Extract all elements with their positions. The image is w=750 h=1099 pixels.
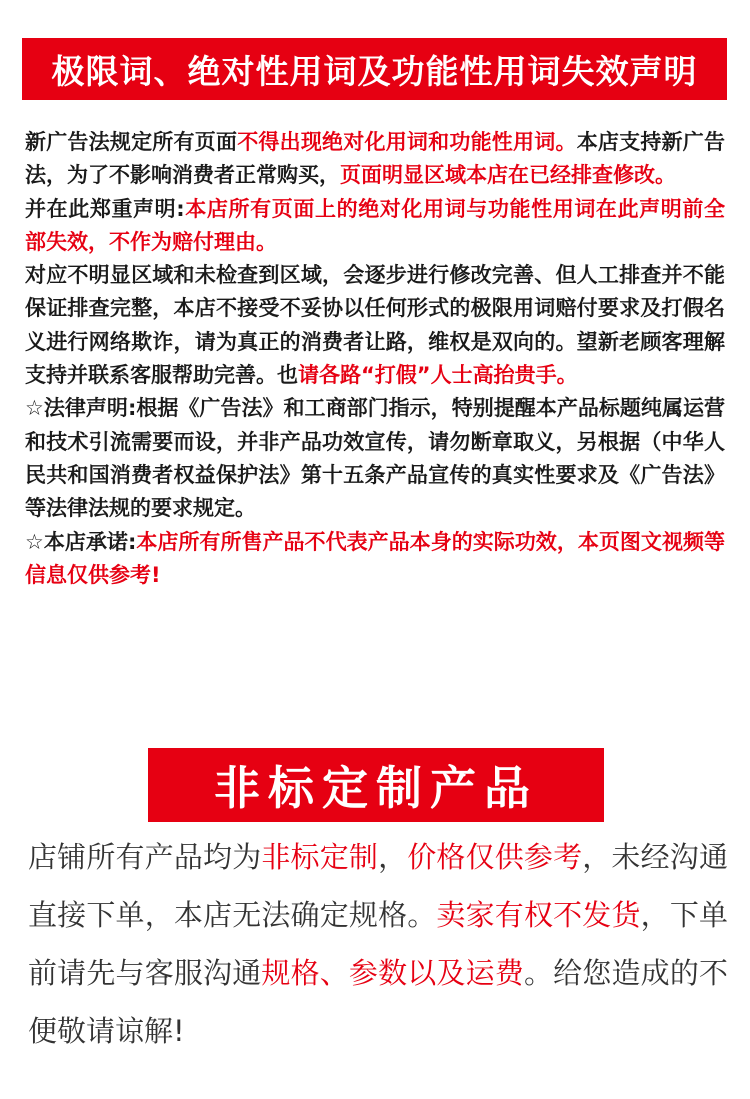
custom-product-paragraph	[28, 828, 728, 1060]
text-segment: ，下单前请先与客服沟通	[28, 898, 728, 990]
text-segment: ☆法律声明:根据《广告法》和工商部门指示，特别提醒本产品标题纯属运营和技术引流需要而设，并非产品功效宣传，请勿断章取义，另根据（中华人民共和国消费者权益保护法》第十五条产品宣传的真实性要求及《广告法》等法律法规的要求规定。	[25, 396, 725, 521]
custom-product-notice	[28, 828, 728, 1060]
highlight-text: 本店所有所售产品不代表产品本身的实际功效，本页图文视频等信息仅供参考!	[25, 529, 725, 587]
store-promise	[25, 526, 725, 593]
text-segment: ，未经沟通直接下单，本店无法确定规格。	[28, 840, 728, 932]
text-segment: ☆本店承诺:	[25, 529, 137, 554]
highlight-text: 页面明显区域本店在已经排查修改。	[340, 163, 676, 188]
text-segment: 本店支持新广告法，为了不影响消费者正常购买，	[25, 130, 725, 188]
highlight-text: 不得出现绝对化用词和功能性用词。	[237, 130, 577, 154]
disclaimer-title-banner	[22, 38, 727, 100]
notice-paragraph-2	[25, 193, 725, 260]
highlight-text: 本店所有页面上的绝对化用词与功能性用词在此声明前全部失效，不作为赔付理由。	[25, 196, 725, 254]
text-segment: 新广告法规定所有页面	[25, 130, 238, 154]
text-segment: 。给您造成的不便敬请谅解!	[28, 956, 728, 1048]
notice-paragraph-3	[25, 259, 725, 392]
text-segment: ，	[378, 840, 408, 874]
highlight-text: 请各路“打假”人士高抬贵手。	[298, 363, 578, 388]
disclaimer-title: 极限词、绝对性用词及功能性用词失效声明	[51, 51, 698, 91]
legal-statement	[25, 392, 725, 525]
text-segment: 店铺所有产品均为	[28, 840, 262, 874]
highlight-text: 卖家有权不发货	[436, 898, 641, 932]
highlight-text: 规格、参数以及运费	[261, 956, 524, 990]
notice-paragraph-1	[25, 126, 725, 193]
text-segment: 并在此郑重声明:	[25, 196, 185, 221]
text-segment: 对应不明显区域和未检查到区域，会逐步进行修改完善、但人工排查并不能保证排查完整，本店不接受不妥协以任何形式的极限用词赔付要求及打假名义进行网络欺诈，请为真正的消费者让路，维权是双向的。望新老顾客理解支持并联系客服帮助完善。也	[25, 263, 725, 388]
custom-product-banner	[148, 748, 604, 822]
highlight-text: 价格仅供参考	[407, 840, 583, 874]
custom-product-title: 非标定制产品	[214, 761, 538, 815]
disclaimer-notice	[25, 126, 725, 592]
highlight-text: 非标定制	[261, 840, 379, 874]
